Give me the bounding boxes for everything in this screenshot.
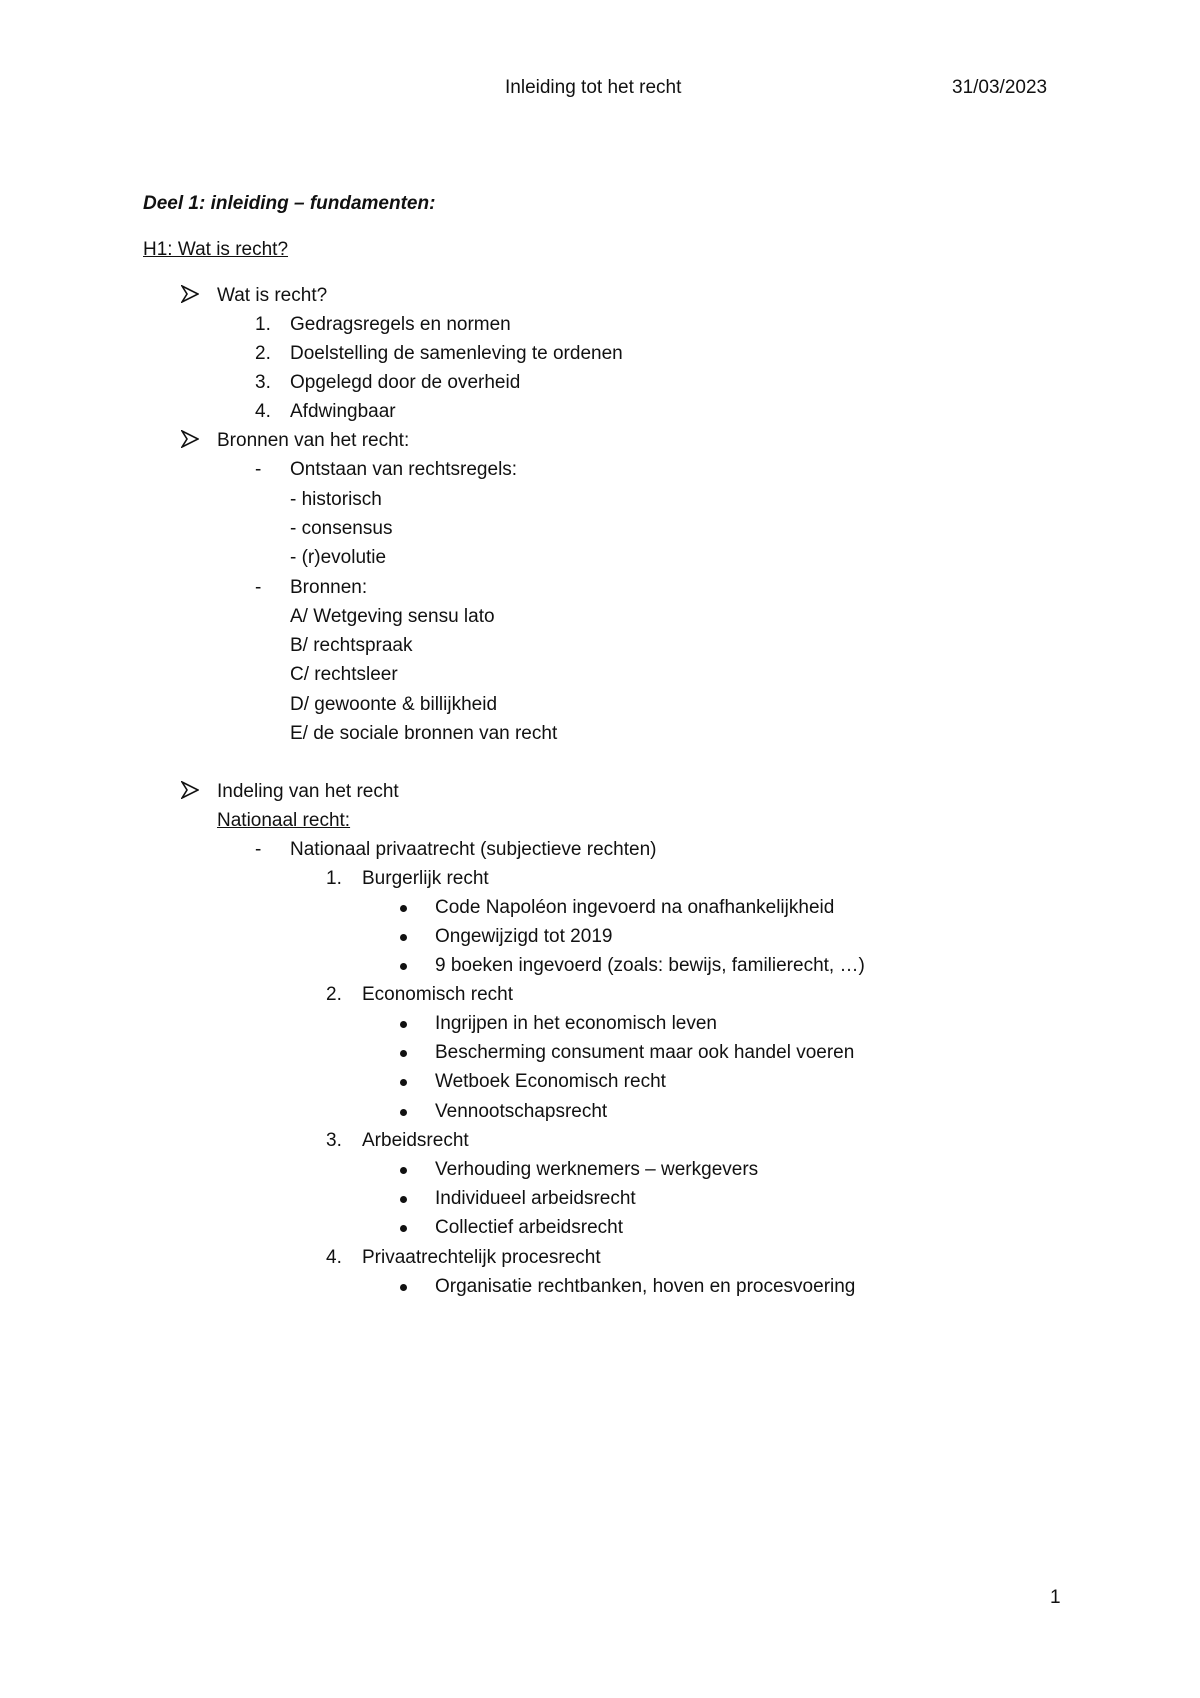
list-item: Arbeidsrecht [362, 1130, 469, 1151]
bullet-icon [400, 934, 407, 941]
sub-item: E/ de sociale bronnen van recht [290, 723, 558, 744]
list-marker: 1. [326, 868, 342, 889]
sub-item: - consensus [290, 518, 393, 539]
list-marker: - [255, 839, 262, 860]
bullet-item: Wetboek Economisch recht [435, 1071, 666, 1092]
bullet-icon [400, 1050, 407, 1057]
list-item: Nationaal privaatrecht (subjectieve rechten) [290, 839, 657, 860]
list-item: Burgerlijk recht [362, 868, 489, 889]
sub-item: A/ Wetgeving sensu lato [290, 606, 495, 627]
list-item: Doelstelling de samenleving te ordenen [290, 343, 623, 364]
list-item: Economisch recht [362, 984, 514, 1005]
list-marker: 1. [255, 314, 271, 335]
page-number: 1 [1050, 1587, 1061, 1608]
bullet-item: Code Napoléon ingevoerd na onafhankelijkheid [435, 897, 835, 918]
list-item: Bronnen: [290, 577, 368, 598]
list-item: Gedragsregels en normen [290, 314, 511, 335]
list-item: Opgelegd door de overheid [290, 372, 521, 393]
bullet-icon [400, 905, 407, 912]
bullet-icon [400, 1167, 407, 1174]
bullet-item: Verhouding werknemers – werkgevers [435, 1159, 759, 1180]
sub-item: B/ rechtspraak [290, 635, 413, 656]
bullet-icon [400, 1284, 407, 1291]
bullet-icon [400, 1021, 407, 1028]
topic-label: Bronnen van het recht: [217, 430, 410, 451]
bullet-icon [400, 1196, 407, 1203]
header-title: Inleiding tot het recht [505, 77, 682, 98]
sub-item: - (r)evolutie [290, 547, 387, 568]
bullet-item: Organisatie rechtbanken, hoven en procesvoering [435, 1276, 856, 1297]
sub-item: C/ rechtsleer [290, 664, 398, 685]
list-marker: 3. [326, 1130, 342, 1151]
list-marker: 3. [255, 372, 271, 393]
bullet-item: Bescherming consument maar ook handel voeren [435, 1042, 855, 1063]
header-date: 31/03/2023 [952, 77, 1048, 98]
bullet-item: Collectief arbeidsrecht [435, 1217, 623, 1238]
subheading: Nationaal recht: [217, 810, 351, 831]
bullet-item: 9 boeken ingevoerd (zoals: bewijs, familierecht, …) [435, 955, 865, 976]
list-marker: 2. [255, 343, 271, 364]
bullet-item: Individueel arbeidsrecht [435, 1188, 636, 1209]
bullet-icon [400, 1079, 407, 1086]
list-marker: - [255, 459, 262, 480]
arrow-bullet-icon [181, 285, 199, 303]
arrow-bullet-icon [181, 430, 199, 448]
topic-label: Indeling van het recht [217, 781, 399, 802]
arrow-bullet-icon [181, 781, 199, 799]
list-marker: 4. [326, 1247, 342, 1268]
list-marker: - [255, 577, 262, 598]
bullet-item: Ingrijpen in het economisch leven [435, 1013, 718, 1034]
bullet-icon [400, 1109, 407, 1116]
list-item: Ontstaan van rechtsregels: [290, 459, 518, 480]
list-item: Afdwingbaar [290, 401, 396, 422]
bullet-icon [400, 963, 407, 970]
bullet-item: Vennootschapsrecht [435, 1101, 608, 1122]
list-item: Privaatrechtelijk procesrecht [362, 1247, 601, 1268]
section-title: Deel 1: inleiding – fundamenten: [143, 193, 436, 214]
bullet-icon [400, 1225, 407, 1232]
bullet-item: Ongewijzigd tot 2019 [435, 926, 613, 947]
list-marker: 2. [326, 984, 342, 1005]
sub-item: - historisch [290, 489, 382, 510]
list-marker: 4. [255, 401, 271, 422]
chapter-title: H1: Wat is recht? [143, 239, 289, 260]
topic-label: Wat is recht? [217, 285, 328, 306]
sub-item: D/ gewoonte & billijkheid [290, 694, 498, 715]
